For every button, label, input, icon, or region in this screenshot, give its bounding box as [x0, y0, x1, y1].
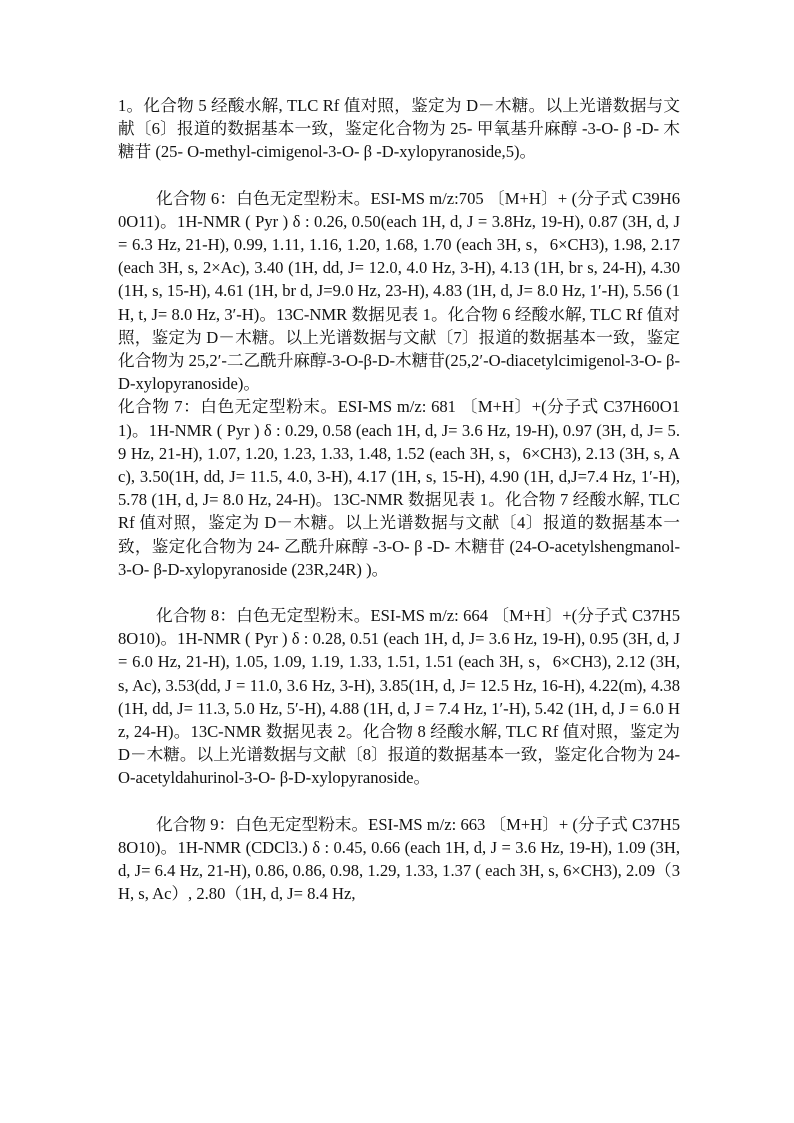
paragraph-compound-8: 化合物 8：白色无定型粉末。ESI-MS m/z: 664 〔M+H〕+(分子式 C37H58O10)。1H-NMR ( Pyr ) δ : 0.28, 0.51 (each 1H, d, J= 3.6 Hz, 19-H), 0.95 (3H, d, J= 6.0 Hz, 21-H), 1.05, 1.09, 1.19, 1.33, 1.51, 1.51 (each 3H, s，6×CH3), 2.12 (3H, s, Ac), 3.53(dd, J = 11.0, 3.6 Hz, 3-H), 3.85(1H, d, J= 12.5 Hz, 16-H), 4.22(m), 4.38 (1H, dd, J= 11.3, 5.0 Hz, 5′-H), 4.88 (1H, d, J = 7.4 Hz, 1′-H), 5.42 (1H, d, J = 6.0 Hz, 24-H)。13C-NMR 数据见表 2。化合物 8 经酸水解, TLC Rf 值对照，鉴定为 D－木糖。以上光谱数据与文献〔8〕报道的数据基本一致，鉴定化合物为 24-O-acetyldahurinol-3-O- β-D-xylopyranoside。 — [118, 606, 680, 788]
document-body — [118, 94, 680, 906]
paragraph-compound-5-conclusion: 1。化合物 5 经酸水解, TLC Rf 值对照，鉴定为 D－木糖。以上光谱数据与文献〔6〕报道的数据基本一致，鉴定化合物为 25- 甲氧基升麻醇 -3-O- β -D- 木糖苷 (25- O-methyl-cimigenol-3-O- β -D-xylopyranoside,5)。 — [118, 96, 680, 162]
paragraph-gap — [118, 581, 680, 604]
paragraph-gap — [118, 164, 680, 187]
paragraph-gap — [118, 790, 680, 813]
paragraph-compound-7: 化合物 7：白色无定型粉末。ESI-MS m/z: 681 〔M+H〕+(分子式 C37H60O11)。1H-NMR ( Pyr ) δ : 0.29, 0.58 (each 1H, d, J= 3.6 Hz, 19-H), 0.97 (3H, d, J= 5.9 Hz, 21-H), 1.07, 1.20, 1.23, 1.33, 1.48, 1.52 (each 3H, s，6×CH3), 2.13 (3H, s, Ac), 3.50(1H, dd, J= 11.5, 4.0, 3-H), 4.17 (1H, s, 15-H), 4.90 (1H, d,J=7.4 Hz, 1′-H), 5.78 (1H, d, J= 8.0 Hz, 24-H)。13C-NMR 数据见表 1。化合物 7 经酸水解, TLC Rf 值对照，鉴定为 D－木糖。以上光谱数据与文献〔4〕报道的数据基本一致，鉴定化合物为 24- 乙酰升麻醇 -3-O- β -D- 木糖苷 (24-O-acetylshengmanol-3-O- β-D-xylopyranoside (23R,24R) )。 — [118, 397, 680, 579]
paragraph-compound-9: 化合物 9：白色无定型粉末。ESI-MS m/z: 663 〔M+H〕+ (分子式 C37H58O10)。1H-NMR (CDCl3.) δ : 0.45, 0.66 (each 1H, d, J = 3.6 Hz, 19-H), 1.09 (3H, d, J= 6.4 Hz, 21-H), 0.86, 0.86, 0.98, 1.29, 1.33, 1.37 ( each 3H, s, 6×CH3), 2.09（3H, s, Ac）, 2.80（1H, d, J= 8.4 Hz, — [118, 814, 680, 904]
paragraph-compound-6: 化合物 6：白色无定型粉末。ESI-MS m/z:705 〔M+H〕+ (分子式 C39H60O11)。1H-NMR ( Pyr ) δ : 0.26, 0.50(each 1H, d, J = 3.8Hz, 19-H), 0.87 (3H, d, J = 6.3 Hz, 21-H), 0.99, 1.11, 1.16, 1.20, 1.68, 1.70 (each 3H, s，6×CH3), 1.98, 2.17 (each 3H, s, 2×Ac), 3.40 (1H, dd, J= 12.0, 4.0 Hz, 3-H), 4.13 (1H, br s, 24-H), 4.30 (1H, s, 15-H), 4.61 (1H, br d, J=9.0 Hz, 23-H), 4.83 (1H, d, J= 8.0 Hz, 1′-H), 5.56 (1H, t, J= 8.0 Hz, 3′-H)。13C-NMR 数据见表 1。化合物 6 经酸水解, TLC Rf 值对照，鉴定为 D－木糖。以上光谱数据与文献〔7〕报道的数据基本一致，鉴定化合物为 25,2′-二乙酰升麻醇-3-O-β-D-木糖苷(25,2′-O-diacetylcimigenol-3-O- β-D-xylopyranoside)。 — [118, 188, 680, 394]
